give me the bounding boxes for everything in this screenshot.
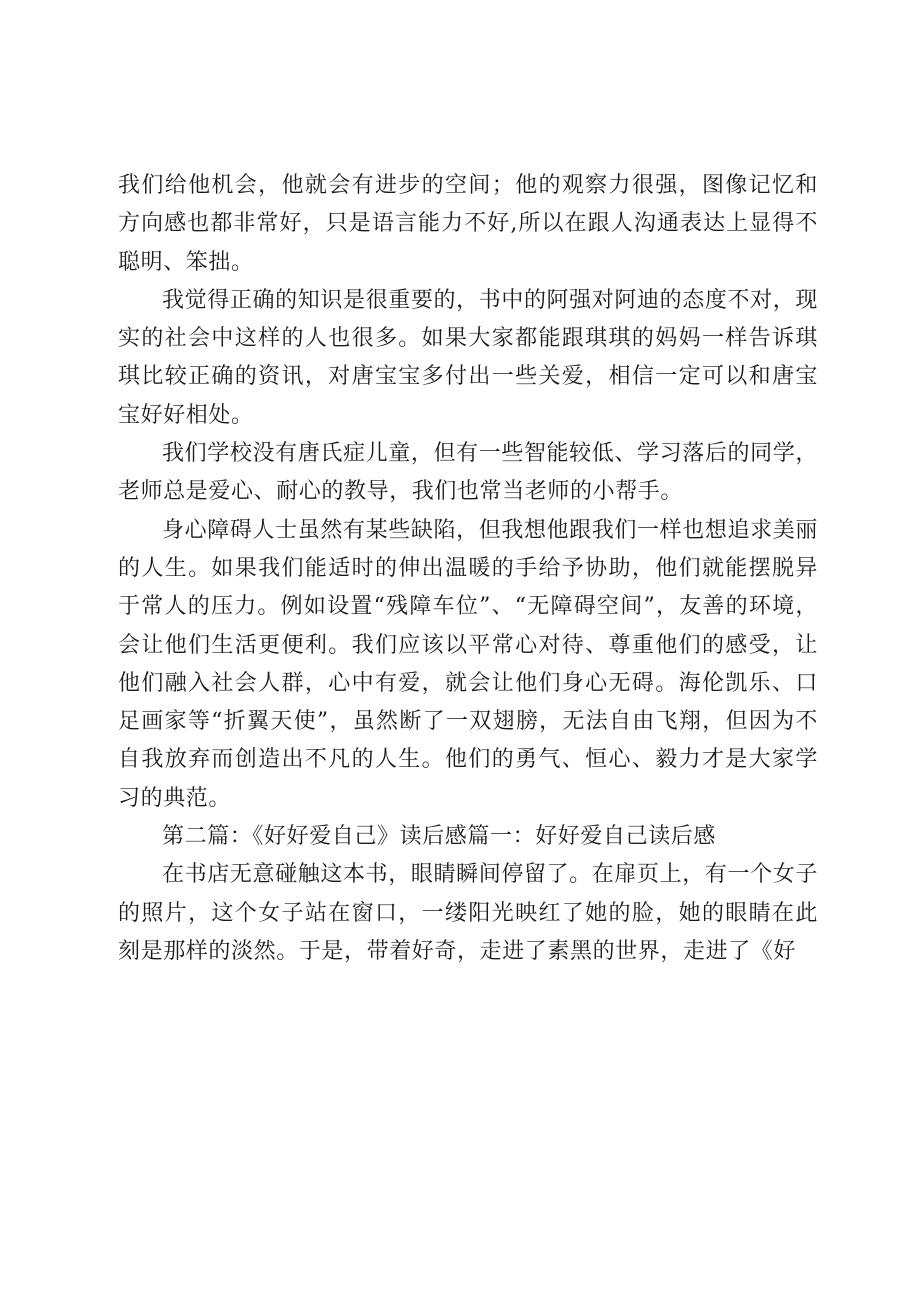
paragraph-disability: 身心障碍人士虽然有某些缺陷，但我想他跟我们一样也想追求美丽的人生。如果我们能适时的伸出温暖的手给予协助，他们就能摆脱异于常人的压力。例如设置“残障车位”、“无障碍空间”，友善的环境，会让他们生活更便利。我们应该以平常心对待、尊重他们的感受，让他们融入社会人群，心中有爱，就会让他们身心无碍。海伦凯乐、口足画家等“折翼天使”，虽然断了一双翅膀，无法自由飞翔，但因为不自我放弃而创造出不凡的人生。他们的勇气、恒心、毅力才是大家学习的典范。 — [118, 517, 818, 811]
paragraph-bookstore: 在书店无意碰触这本书，眼睛瞬间停留了。在扉页上，有一个女子的照片，这个女子站在窗口，一缕阳光映红了她的脸，她的眼睛在此刻是那样的淡然。于是，带着好奇，走进了素黑的世界，走进了《好 — [118, 862, 818, 964]
paragraph-knowledge: 我觉得正确的知识是很重要的，书中的阿强对阿迪的态度不对，现实的社会中这样的人也很多。如果大家都能跟琪琪的妈妈一样告诉琪琪比较正确的资讯，对唐宝宝多付出一些关爱，相信一定可以和唐宝宝好好相处。 — [118, 287, 818, 428]
document-body — [118, 167, 818, 971]
paragraph-continuation: 我们给他机会，他就会有进步的空间；他的观察力很强，图像记忆和方向感也都非常好，只是语言能力不好,所以在跟人沟通表达上显得不聪明、笨拙。 — [118, 173, 818, 275]
paragraph-school: 我们学校没有唐氏症儿童，但有一些智能较低、学习落后的同学，老师总是爱心、耐心的教导，我们也常当老师的小帮手。 — [118, 441, 818, 505]
section-heading: 第二篇：《好好爱自己》读后感篇一：好好爱自己读后感 — [162, 824, 717, 850]
